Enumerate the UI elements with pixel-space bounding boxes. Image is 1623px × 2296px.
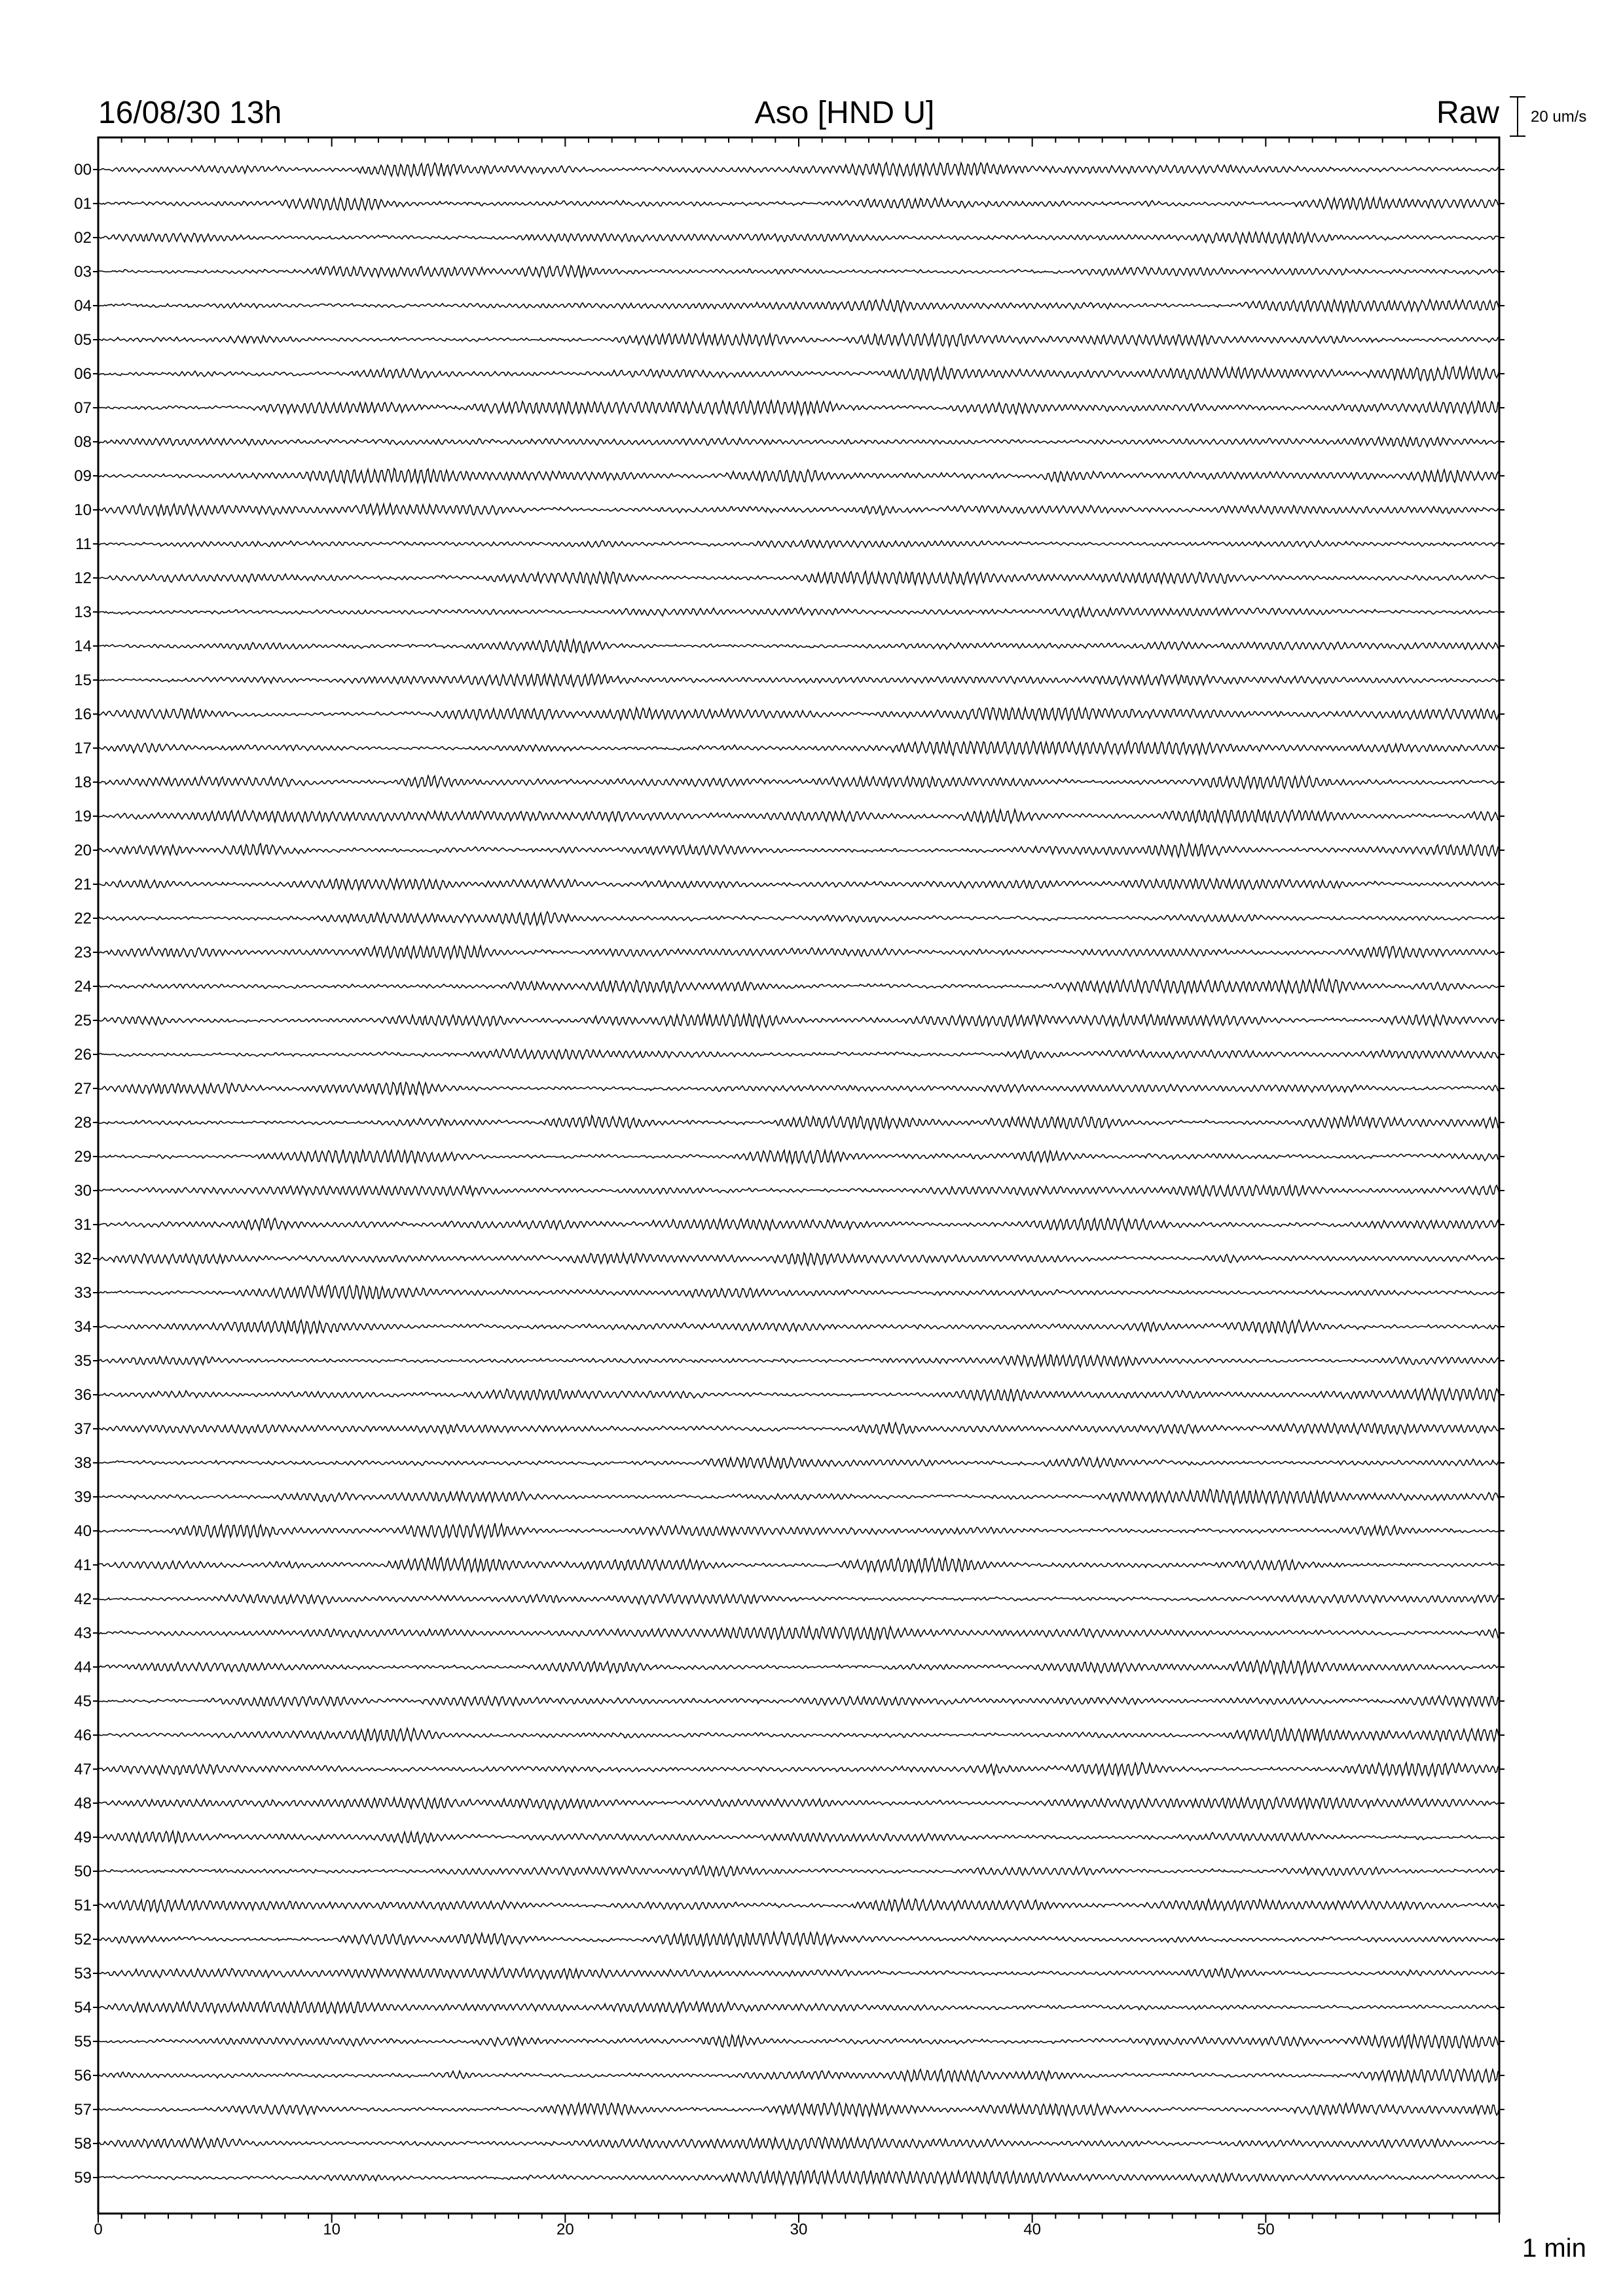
row-label-55: 55 — [74, 2033, 92, 2051]
row-label-56: 56 — [74, 2067, 92, 2085]
trace-row-43 — [98, 1626, 1499, 1640]
trace-row-52 — [98, 1932, 1499, 1946]
trace-row-56 — [98, 2069, 1499, 2082]
trace-row-37 — [98, 1422, 1499, 1434]
row-label-49: 49 — [74, 1829, 92, 1846]
trace-row-08 — [98, 437, 1499, 447]
trace-row-35 — [98, 1355, 1499, 1367]
trace-row-00 — [98, 162, 1499, 176]
row-label-20: 20 — [74, 842, 92, 859]
trace-row-47 — [98, 1763, 1499, 1776]
row-label-04: 04 — [74, 297, 92, 315]
row-label-52: 52 — [74, 1931, 92, 1948]
trace-row-45 — [98, 1696, 1499, 1706]
row-label-53: 53 — [74, 1965, 92, 1982]
row-label-50: 50 — [74, 1863, 92, 1880]
row-label-51: 51 — [74, 1897, 92, 1914]
trace-row-05 — [98, 333, 1499, 346]
row-label-48: 48 — [74, 1795, 92, 1812]
trace-row-38 — [98, 1457, 1499, 1469]
row-label-05: 05 — [74, 331, 92, 349]
row-label-24: 24 — [74, 978, 92, 996]
row-label-43: 43 — [74, 1624, 92, 1642]
row-label-09: 09 — [74, 467, 92, 485]
plot-frame — [98, 137, 1499, 2214]
row-label-12: 12 — [74, 569, 92, 587]
row-label-15: 15 — [74, 672, 92, 689]
trace-row-10 — [98, 504, 1499, 516]
row-label-01: 01 — [74, 195, 92, 213]
trace-row-16 — [98, 708, 1499, 720]
trace-row-51 — [98, 1899, 1499, 1912]
amplitude-scale-bar — [1510, 97, 1586, 136]
row-label-46: 46 — [74, 1727, 92, 1744]
trace-row-22 — [98, 912, 1499, 925]
chart-datetime: 16/08/30 13h — [98, 96, 282, 130]
row-label-40: 40 — [74, 1522, 92, 1540]
trace-row-29 — [98, 1150, 1499, 1164]
trace-row-44 — [98, 1660, 1499, 1675]
chart-title: Aso [HND U] — [754, 96, 935, 130]
trace-row-36 — [98, 1388, 1499, 1401]
scale-bar-label: 20 um/s — [1531, 108, 1587, 126]
trace-row-59 — [98, 2170, 1499, 2185]
trace-row-50 — [98, 1866, 1499, 1877]
trace-row-42 — [98, 1594, 1499, 1605]
row-label-22: 22 — [74, 910, 92, 927]
trace-row-12 — [98, 571, 1499, 584]
x-tick-label-30: 30 — [790, 2221, 808, 2238]
trace-row-48 — [98, 1797, 1499, 1809]
trace-row-15 — [98, 674, 1499, 687]
row-label-10: 10 — [74, 501, 92, 519]
tick-group — [93, 137, 1504, 2238]
row-label-07: 07 — [74, 399, 92, 417]
x-tick-label-10: 10 — [323, 2221, 341, 2238]
row-label-45: 45 — [74, 1693, 92, 1710]
row-label-54: 54 — [74, 1999, 92, 2017]
trace-row-11 — [98, 540, 1499, 548]
row-label-41: 41 — [74, 1556, 92, 1574]
trace-row-27 — [98, 1082, 1499, 1095]
row-label-29: 29 — [74, 1148, 92, 1166]
trace-row-34 — [98, 1320, 1499, 1334]
trace-row-20 — [98, 844, 1499, 857]
trace-row-14 — [98, 639, 1499, 653]
trace-row-49 — [98, 1831, 1499, 1844]
row-label-00: 00 — [74, 161, 92, 179]
trace-row-33 — [98, 1285, 1499, 1300]
row-label-59: 59 — [74, 2169, 92, 2187]
row-label-37: 37 — [74, 1420, 92, 1438]
row-label-36: 36 — [74, 1386, 92, 1404]
trace-row-09 — [98, 469, 1499, 483]
trace-row-25 — [98, 1014, 1499, 1027]
x-tick-label-0: 0 — [94, 2221, 103, 2238]
row-label-58: 58 — [74, 2135, 92, 2153]
row-label-38: 38 — [74, 1454, 92, 1472]
trace-row-39 — [98, 1489, 1499, 1504]
chart-mode: Raw — [1436, 96, 1499, 130]
x-axis-unit-label: 1 min — [1522, 2234, 1586, 2263]
trace-row-17 — [98, 742, 1499, 755]
row-label-16: 16 — [74, 706, 92, 723]
trace-row-32 — [98, 1253, 1499, 1266]
trace-row-53 — [98, 1968, 1499, 1979]
row-label-31: 31 — [74, 1216, 92, 1234]
row-label-26: 26 — [74, 1046, 92, 1064]
row-label-47: 47 — [74, 1761, 92, 1778]
row-label-18: 18 — [74, 774, 92, 791]
row-label-27: 27 — [74, 1080, 92, 1098]
trace-row-18 — [98, 776, 1499, 789]
trace-row-31 — [98, 1218, 1499, 1230]
trace-row-21 — [98, 879, 1499, 890]
row-label-group — [74, 161, 92, 2187]
trace-row-40 — [98, 1523, 1499, 1538]
row-label-44: 44 — [74, 1659, 92, 1676]
trace-row-57 — [98, 2103, 1499, 2117]
row-label-21: 21 — [74, 876, 92, 893]
trace-row-23 — [98, 946, 1499, 959]
row-label-02: 02 — [74, 229, 92, 247]
row-label-32: 32 — [74, 1250, 92, 1268]
row-label-30: 30 — [74, 1182, 92, 1200]
trace-row-55 — [98, 2035, 1499, 2049]
row-label-11: 11 — [75, 535, 92, 553]
row-label-23: 23 — [74, 944, 92, 961]
row-label-13: 13 — [74, 603, 92, 621]
row-label-19: 19 — [74, 808, 92, 825]
row-label-25: 25 — [74, 1012, 92, 1030]
trace-row-28 — [98, 1116, 1499, 1130]
trace-row-06 — [98, 367, 1499, 381]
trace-row-03 — [98, 265, 1499, 278]
row-label-17: 17 — [74, 740, 92, 757]
row-label-57: 57 — [74, 2101, 92, 2119]
row-label-14: 14 — [74, 637, 92, 655]
trace-row-41 — [98, 1557, 1499, 1572]
row-label-39: 39 — [74, 1488, 92, 1506]
trace-row-01 — [98, 198, 1499, 211]
row-label-28: 28 — [74, 1114, 92, 1132]
x-tick-label-50: 50 — [1256, 2221, 1275, 2238]
trace-row-24 — [98, 979, 1499, 994]
row-label-33: 33 — [74, 1284, 92, 1302]
row-label-34: 34 — [74, 1318, 92, 1336]
trace-row-58 — [98, 2138, 1499, 2150]
x-tick-label-40: 40 — [1023, 2221, 1042, 2238]
row-label-08: 08 — [74, 433, 92, 451]
trace-row-02 — [98, 232, 1499, 243]
trace-row-30 — [98, 1185, 1499, 1196]
row-label-03: 03 — [74, 263, 92, 281]
row-label-35: 35 — [74, 1352, 92, 1370]
trace-row-19 — [98, 810, 1499, 823]
trace-row-13 — [98, 607, 1499, 617]
trace-row-07 — [98, 401, 1499, 415]
trace-row-04 — [98, 300, 1499, 312]
row-label-42: 42 — [74, 1590, 92, 1608]
trace-row-54 — [98, 2001, 1499, 2013]
trace-group — [98, 162, 1499, 2184]
trace-row-26 — [98, 1049, 1499, 1060]
row-label-06: 06 — [74, 365, 92, 383]
trace-row-46 — [98, 1729, 1499, 1742]
x-tick-label-20: 20 — [556, 2221, 574, 2238]
